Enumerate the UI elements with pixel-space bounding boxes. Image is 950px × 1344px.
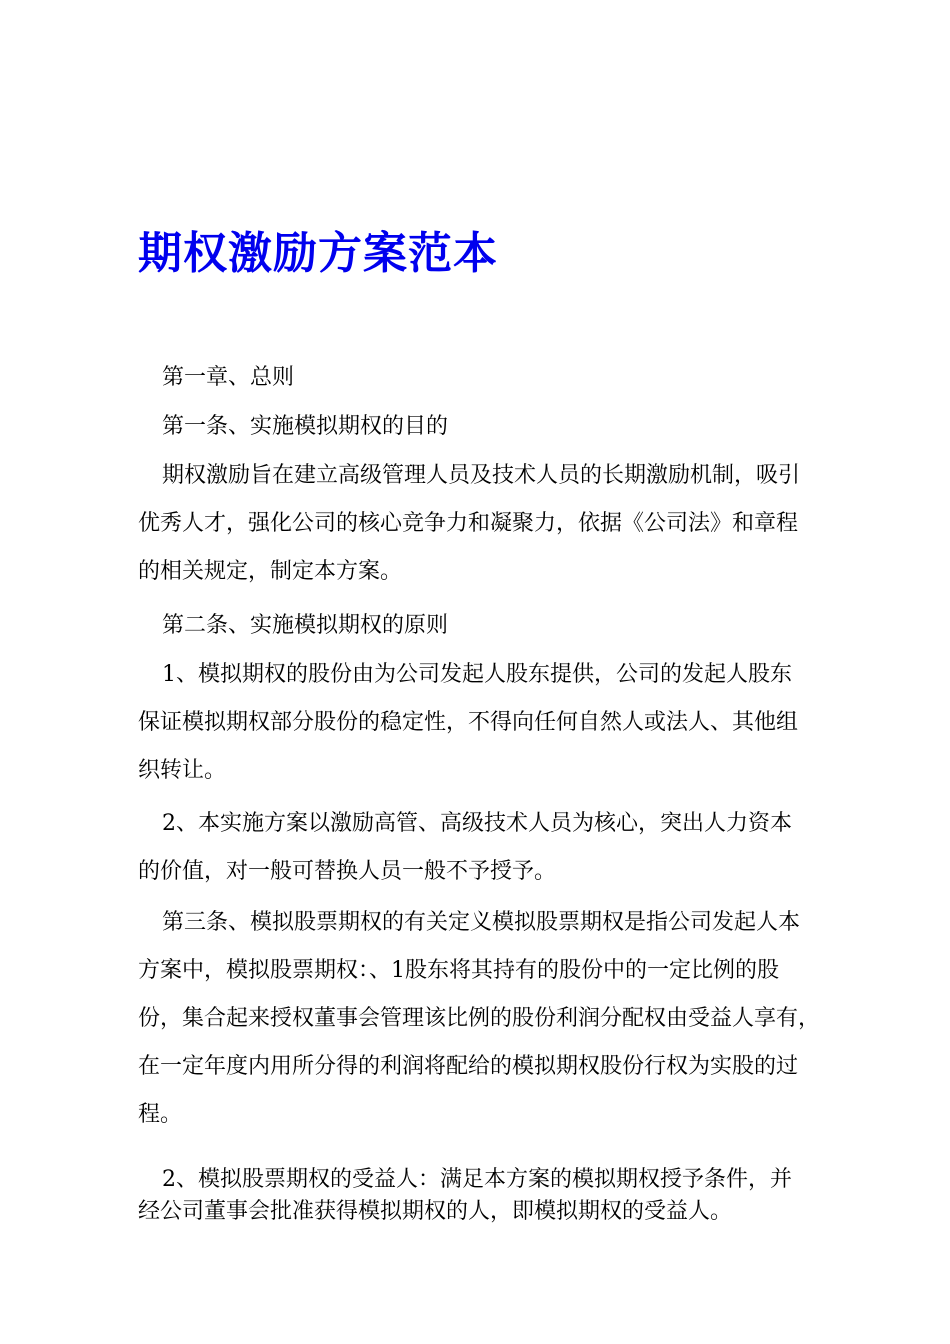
paragraph-line: 期权激励旨在建立高级管理人员及技术人员的长期激励机制，吸引 (162, 463, 801, 488)
paragraph-line: 方案中，模拟股票期权：、1股东将其持有的股份中的一定比例的股 (138, 958, 779, 983)
document-title: 期权激励方案范本 (138, 228, 498, 279)
paragraph-line: 第三条、模拟股票期权的有关定义模拟股票期权是指公司发起人本 (162, 910, 801, 935)
paragraph-line: 的相关规定，制定本方案。 (138, 559, 403, 584)
paragraph-article-3 (138, 899, 821, 1139)
paragraph-line: 保证模拟期权部分股份的稳定性，不得向任何自然人或法人、其他组 (138, 710, 799, 735)
paragraph-line: 在一定年度内用所分得的利润将配给的模拟期权股份行权为实股的过 (138, 1054, 799, 1079)
paragraph-chapter-1 (138, 354, 818, 402)
paragraph-line: 份，集合起来授权董事会管理该比例的股份利润分配权由受益人享有， (138, 1006, 821, 1031)
paragraph-line: 1、模拟期权的股份由为公司发起人股东提供，公司的发起人股东 (162, 662, 792, 687)
paragraph-article-1-heading (138, 403, 818, 451)
paragraph-line: 第一章、总则 (162, 365, 295, 390)
paragraph-line: 2、模拟股票期权的受益人：满足本方案的模拟期权授予条件，并 (162, 1167, 792, 1192)
paragraph-line: 的价值，对一般可替换人员一般不予授予。 (138, 859, 557, 884)
paragraph-line: 程。 (138, 1102, 183, 1127)
paragraph-line: 第二条、实施模拟期权的原则 (162, 613, 449, 638)
paragraph-article-2-item-1 (138, 651, 818, 795)
paragraph-line: 经公司董事会批准获得模拟期权的人，即模拟期权的受益人。 (138, 1199, 733, 1224)
paragraph-line: 优秀人才，强化公司的核心竞争力和凝聚力，依据《公司法》和章程 (138, 511, 799, 536)
paragraph-line: 织转让。 (138, 758, 227, 783)
paragraph-article-2-heading (138, 602, 818, 650)
paragraph-article-3-item-2 (138, 1164, 818, 1228)
paragraph-article-1-body (138, 452, 818, 596)
paragraph-article-2-item-2 (138, 800, 818, 896)
paragraph-line: 2、本实施方案以激励高管、高级技术人员为核心，突出人力资本 (162, 811, 792, 836)
paragraph-line: 第一条、实施模拟期权的目的 (162, 414, 449, 439)
